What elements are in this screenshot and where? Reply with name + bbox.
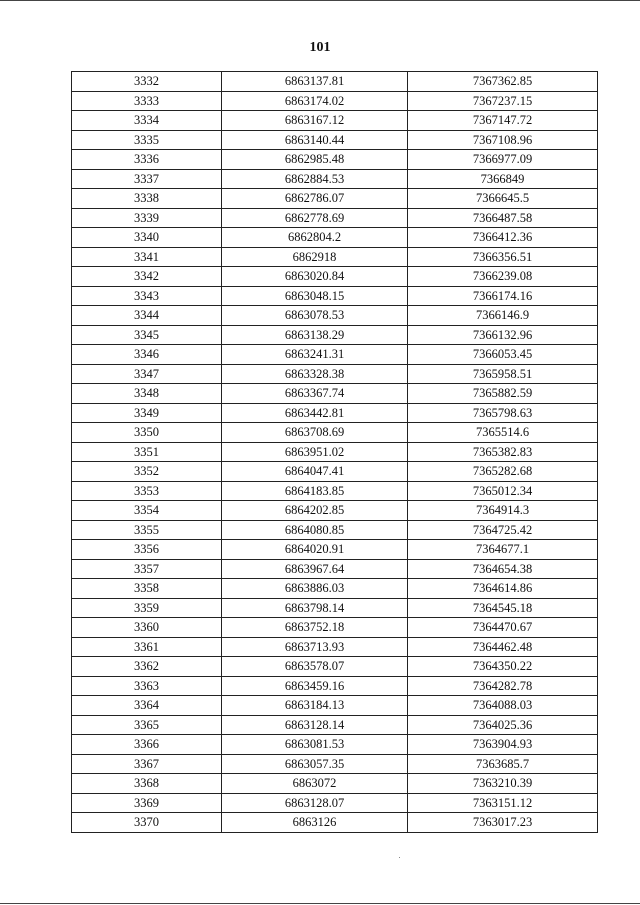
- x-coordinate-cell: 6863578.07: [222, 657, 408, 677]
- x-coordinate-cell: 6863167.12: [222, 111, 408, 131]
- y-coordinate-cell: 7366356.51: [408, 247, 598, 267]
- point-number-cell: 3345: [72, 325, 222, 345]
- table-row: [72, 267, 598, 287]
- point-number-cell: 3347: [72, 364, 222, 384]
- x-coordinate-cell: 6863442.81: [222, 403, 408, 423]
- y-coordinate-cell: 7366174.16: [408, 286, 598, 306]
- x-coordinate-cell: 6863128.07: [222, 793, 408, 813]
- point-number-cell: 3337: [72, 169, 222, 189]
- table-row: [72, 286, 598, 306]
- table-body: [72, 72, 598, 833]
- x-coordinate-cell: 6864183.85: [222, 481, 408, 501]
- coordinates-table: [71, 71, 598, 833]
- y-coordinate-cell: 7364350.22: [408, 657, 598, 677]
- point-number-cell: 3361: [72, 637, 222, 657]
- point-number-cell: 3358: [72, 579, 222, 599]
- y-coordinate-cell: 7364545.18: [408, 598, 598, 618]
- x-coordinate-cell: 6864047.41: [222, 462, 408, 482]
- y-coordinate-cell: 7364088.03: [408, 696, 598, 716]
- point-number-cell: 3334: [72, 111, 222, 131]
- table-row: [72, 598, 598, 618]
- x-coordinate-cell: 6863128.14: [222, 715, 408, 735]
- point-number-cell: 3365: [72, 715, 222, 735]
- y-coordinate-cell: 7366053.45: [408, 345, 598, 365]
- x-coordinate-cell: 6863798.14: [222, 598, 408, 618]
- table-row: [72, 228, 598, 248]
- x-coordinate-cell: 6863081.53: [222, 735, 408, 755]
- y-coordinate-cell: 7365798.63: [408, 403, 598, 423]
- point-number-cell: 3369: [72, 793, 222, 813]
- page-number: 101: [309, 40, 331, 55]
- point-number-cell: 3370: [72, 813, 222, 833]
- table-row: [72, 150, 598, 170]
- table-row: [72, 403, 598, 423]
- x-coordinate-cell: 6863020.84: [222, 267, 408, 287]
- point-number-cell: 3363: [72, 676, 222, 696]
- x-coordinate-cell: 6863367.74: [222, 384, 408, 404]
- x-coordinate-cell: 6862985.48: [222, 150, 408, 170]
- point-number-cell: 3336: [72, 150, 222, 170]
- y-coordinate-cell: 7366977.09: [408, 150, 598, 170]
- point-number-cell: 3353: [72, 481, 222, 501]
- point-number-cell: 3348: [72, 384, 222, 404]
- x-coordinate-cell: 6863967.64: [222, 559, 408, 579]
- x-coordinate-cell: 6862804.2: [222, 228, 408, 248]
- table-row: [72, 189, 598, 209]
- table-row: [72, 696, 598, 716]
- x-coordinate-cell: 6863140.44: [222, 130, 408, 150]
- y-coordinate-cell: 7366645.5: [408, 189, 598, 209]
- point-number-cell: 3354: [72, 501, 222, 521]
- y-coordinate-cell: 7365282.68: [408, 462, 598, 482]
- table-row: [72, 247, 598, 267]
- table-row: [72, 501, 598, 521]
- x-coordinate-cell: 6864202.85: [222, 501, 408, 521]
- point-number-cell: 3351: [72, 442, 222, 462]
- table-row: [72, 364, 598, 384]
- table-row: [72, 442, 598, 462]
- point-number-cell: 3332: [72, 72, 222, 92]
- x-coordinate-cell: 6863072: [222, 774, 408, 794]
- point-number-cell: 3352: [72, 462, 222, 482]
- table-row: [72, 579, 598, 599]
- point-number-cell: 3340: [72, 228, 222, 248]
- y-coordinate-cell: 7364614.86: [408, 579, 598, 599]
- x-coordinate-cell: 6863886.03: [222, 579, 408, 599]
- table-row: [72, 169, 598, 189]
- point-number-cell: 3364: [72, 696, 222, 716]
- table-row: [72, 345, 598, 365]
- scan-speck: [399, 857, 400, 858]
- y-coordinate-cell: 7366412.36: [408, 228, 598, 248]
- y-coordinate-cell: 7366146.9: [408, 306, 598, 326]
- x-coordinate-cell: 6864080.85: [222, 520, 408, 540]
- point-number-cell: 3339: [72, 208, 222, 228]
- x-coordinate-cell: 6863328.38: [222, 364, 408, 384]
- x-coordinate-cell: 6862918: [222, 247, 408, 267]
- x-coordinate-cell: 6863048.15: [222, 286, 408, 306]
- x-coordinate-cell: 6863057.35: [222, 754, 408, 774]
- table-row: [72, 520, 598, 540]
- y-coordinate-cell: 7363151.12: [408, 793, 598, 813]
- x-coordinate-cell: 6863241.31: [222, 345, 408, 365]
- page-top-edge: [0, 0, 640, 1]
- point-number-cell: 3362: [72, 657, 222, 677]
- x-coordinate-cell: 6863138.29: [222, 325, 408, 345]
- x-coordinate-cell: 6863137.81: [222, 72, 408, 92]
- y-coordinate-cell: 7364282.78: [408, 676, 598, 696]
- y-coordinate-cell: 7366132.96: [408, 325, 598, 345]
- point-number-cell: 3366: [72, 735, 222, 755]
- y-coordinate-cell: 7364654.38: [408, 559, 598, 579]
- point-number-cell: 3368: [72, 774, 222, 794]
- point-number-cell: 3344: [72, 306, 222, 326]
- y-coordinate-cell: 7363685.7: [408, 754, 598, 774]
- point-number-cell: 3367: [72, 754, 222, 774]
- x-coordinate-cell: 6863126: [222, 813, 408, 833]
- point-number-cell: 3346: [72, 345, 222, 365]
- point-number-cell: 3335: [72, 130, 222, 150]
- table-row: [72, 481, 598, 501]
- y-coordinate-cell: 7364914.3: [408, 501, 598, 521]
- point-number-cell: 3359: [72, 598, 222, 618]
- y-coordinate-cell: 7365958.51: [408, 364, 598, 384]
- x-coordinate-cell: 6862786.07: [222, 189, 408, 209]
- x-coordinate-cell: 6864020.91: [222, 540, 408, 560]
- y-coordinate-cell: 7366849: [408, 169, 598, 189]
- table-row: [72, 618, 598, 638]
- y-coordinate-cell: 7365514.6: [408, 423, 598, 443]
- y-coordinate-cell: 7363017.23: [408, 813, 598, 833]
- x-coordinate-cell: 6863174.02: [222, 91, 408, 111]
- table-row: [72, 735, 598, 755]
- y-coordinate-cell: 7366239.08: [408, 267, 598, 287]
- y-coordinate-cell: 7367108.96: [408, 130, 598, 150]
- y-coordinate-cell: 7364677.1: [408, 540, 598, 560]
- point-number-cell: 3341: [72, 247, 222, 267]
- x-coordinate-cell: 6863078.53: [222, 306, 408, 326]
- table-row: [72, 208, 598, 228]
- table-row: [72, 676, 598, 696]
- x-coordinate-cell: 6862884.53: [222, 169, 408, 189]
- y-coordinate-cell: 7365012.34: [408, 481, 598, 501]
- table-row: [72, 423, 598, 443]
- x-coordinate-cell: 6863713.93: [222, 637, 408, 657]
- y-coordinate-cell: 7365882.59: [408, 384, 598, 404]
- point-number-cell: 3349: [72, 403, 222, 423]
- point-number-cell: 3333: [72, 91, 222, 111]
- y-coordinate-cell: 7364470.67: [408, 618, 598, 638]
- table-row: [72, 306, 598, 326]
- point-number-cell: 3343: [72, 286, 222, 306]
- table-row: [72, 754, 598, 774]
- table-row: [72, 72, 598, 92]
- y-coordinate-cell: 7364725.42: [408, 520, 598, 540]
- y-coordinate-cell: 7367237.15: [408, 91, 598, 111]
- point-number-cell: 3342: [72, 267, 222, 287]
- table-row: [72, 325, 598, 345]
- y-coordinate-cell: 7366487.58: [408, 208, 598, 228]
- x-coordinate-cell: 6863951.02: [222, 442, 408, 462]
- table-row: [72, 657, 598, 677]
- table-row: [72, 384, 598, 404]
- table-row: [72, 462, 598, 482]
- table-row: [72, 774, 598, 794]
- table-row: [72, 130, 598, 150]
- point-number-cell: 3355: [72, 520, 222, 540]
- y-coordinate-cell: 7367362.85: [408, 72, 598, 92]
- table-row: [72, 637, 598, 657]
- point-number-cell: 3357: [72, 559, 222, 579]
- point-number-cell: 3356: [72, 540, 222, 560]
- y-coordinate-cell: 7365382.83: [408, 442, 598, 462]
- table-row: [72, 793, 598, 813]
- y-coordinate-cell: 7363904.93: [408, 735, 598, 755]
- table-row: [72, 91, 598, 111]
- y-coordinate-cell: 7364462.48: [408, 637, 598, 657]
- y-coordinate-cell: 7363210.39: [408, 774, 598, 794]
- x-coordinate-cell: 6862778.69: [222, 208, 408, 228]
- x-coordinate-cell: 6863459.16: [222, 676, 408, 696]
- y-coordinate-cell: 7364025.36: [408, 715, 598, 735]
- x-coordinate-cell: 6863708.69: [222, 423, 408, 443]
- point-number-cell: 3360: [72, 618, 222, 638]
- x-coordinate-cell: 6863184.13: [222, 696, 408, 716]
- table-row: [72, 559, 598, 579]
- table-row: [72, 813, 598, 833]
- table-row: [72, 111, 598, 131]
- table-row: [72, 715, 598, 735]
- y-coordinate-cell: 7367147.72: [408, 111, 598, 131]
- table-row: [72, 540, 598, 560]
- x-coordinate-cell: 6863752.18: [222, 618, 408, 638]
- page-bottom-edge: [0, 903, 640, 904]
- point-number-cell: 3338: [72, 189, 222, 209]
- point-number-cell: 3350: [72, 423, 222, 443]
